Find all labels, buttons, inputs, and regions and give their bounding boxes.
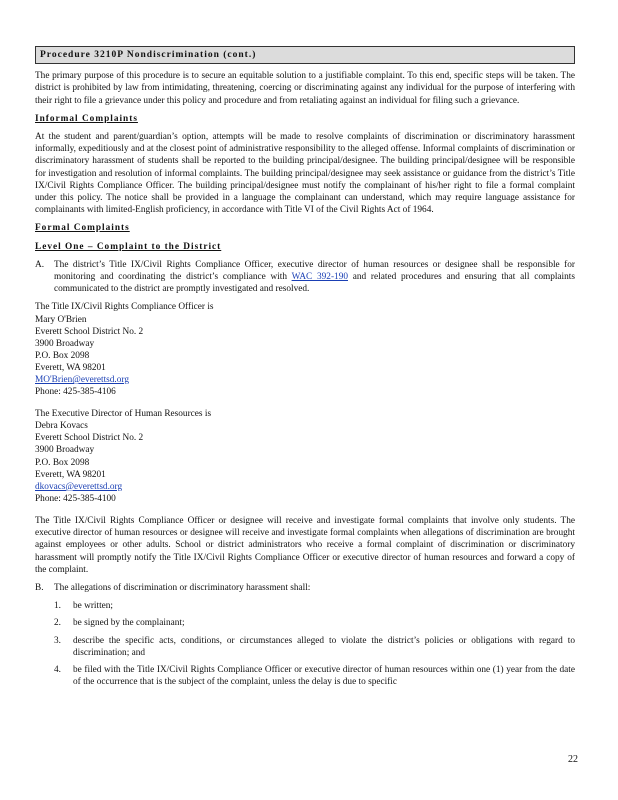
contact1-phone: Phone: 425-385-4106 xyxy=(35,387,116,398)
informal-complaints-heading: Informal Complaints xyxy=(35,113,138,124)
contact1-city: Everett, WA 98201 xyxy=(35,362,106,373)
item-a-text-before: The district’s Title IX/Civil Rights Compliance Officer, executive director of human resources or designee shall be responsible for monitoring and coordinating the district’s compliance with xyxy=(54,259,575,283)
list-item-number: 3. xyxy=(54,635,61,646)
contact2-street: 3900 Broadway xyxy=(35,445,95,456)
contact1-pobox: P.O. Box 2098 xyxy=(35,350,90,361)
list-item-text: be filed with the Title IX/Civil Rights Compliance Officer or executive director of human resources within one (1) year from the date of the occurrence that is the subject of the complaint, unless the delay is due to specific xyxy=(73,664,575,688)
contact2-city: Everett, WA 98201 xyxy=(35,469,106,480)
level-one-heading: Level One – Complaint to the District xyxy=(35,241,222,252)
contact1-org: Everett School District No. 2 xyxy=(35,326,144,337)
list-item xyxy=(54,617,575,629)
receive-complaints-paragraph: The Title IX/Civil Rights Compliance Officer or designee will receive and investigate formal complaints that involve only students. The executive director of human resources or designee will receive and investigate formal complaints when allegations of discrimination are brought against employees or other adults. School or district administrators who receive a formal complaint of discrimination or discriminatory harassment will promptly notify the Title IX/Civil Rights Compliance Officer or executive director of human resources and forward a copy of the complaint. xyxy=(35,515,575,575)
intro-paragraph: The primary purpose of this procedure is to secure an equitable solution to a justifiable complaint. To this end, specific steps will be taken. The district is prohibited by law from intimidating, threatening, coercing or discriminating against any individual for the purpose of interfering with their right to file a grievance under this policy and procedure and from retaliating against an individual for filing such a grievance. xyxy=(35,71,575,106)
list-item-text: be written; xyxy=(73,601,114,612)
contact2-email-link[interactable]: dkovacs@everettsd.org xyxy=(35,481,123,492)
item-a xyxy=(35,259,575,296)
page-number: 22 xyxy=(568,754,578,765)
hr-director-contact xyxy=(35,408,575,505)
list-item-number: 1. xyxy=(54,601,61,612)
contact1-email-link[interactable]: MO'Brien@everettsd.org xyxy=(35,375,129,386)
procedure-title-bar: Procedure 3210P Nondiscrimination (cont.) xyxy=(35,46,575,64)
contact2-pobox: P.O. Box 2098 xyxy=(35,457,90,468)
contact2-intro: The Executive Director of Human Resources is xyxy=(35,409,212,420)
list-item xyxy=(54,635,575,659)
item-a-text-after: and related procedures and ensuring that all complaints communicated to the district are promptly investigated and resolved. xyxy=(54,272,575,295)
compliance-officer-contact xyxy=(35,301,575,398)
allegation-requirements-list xyxy=(54,600,575,688)
list-item xyxy=(54,664,575,688)
contact1-name: Mary O'Brien xyxy=(35,314,87,325)
contact2-org: Everett School District No. 2 xyxy=(35,433,144,444)
wac-link[interactable]: WAC 392-190 xyxy=(291,272,348,283)
item-b-body: The allegations of discrimination or discriminatory harassment shall: xyxy=(54,582,311,593)
list-item xyxy=(54,600,575,612)
list-item-text: describe the specific acts, conditions, or circumstances alleged to violate the district’s policies or obligations with regard to discrimination; and xyxy=(73,635,575,658)
list-item-text: be signed by the complainant; xyxy=(73,618,185,629)
list-item-number: 4. xyxy=(54,664,61,675)
informal-complaints-paragraph: At the student and parent/guardian’s option, attempts will be made to resolve complaints of discrimination or discriminatory harassment informally, expeditiously and at the closest point of administrative responsibility to the alleged offense. Informal complaints of discrimination or discriminatory harassment of students shall be reported to the building principal/designee. The building principal/designee will be responsible for investigation and resolution of informal complaints. The building principal/designee may seek assistance or guidance from the district’s Title IX/Civil Rights Compliance Officer. The building principal/designee must notify the complainant of his/her right to file a formal complaint under this policy. The notice shall be provided in a language the complainant can understand, which may require language assistance for complainants with limited-English proficiency, in accordance with Title VI of the Civil Rights Act of 1964. xyxy=(35,132,575,216)
item-b-marker: B. xyxy=(35,582,44,593)
list-item-number: 2. xyxy=(54,618,61,629)
contact1-street: 3900 Broadway xyxy=(35,338,95,349)
document-page xyxy=(35,46,575,693)
item-a-marker: A. xyxy=(35,259,45,270)
item-a-body xyxy=(54,259,575,296)
item-b xyxy=(35,582,575,594)
contact1-intro: The Title IX/Civil Rights Compliance Officer is xyxy=(35,302,214,313)
contact2-name: Debra Kovacs xyxy=(35,421,88,432)
contact2-phone: Phone: 425-385-4100 xyxy=(35,493,116,504)
formal-complaints-heading: Formal Complaints xyxy=(35,223,130,234)
